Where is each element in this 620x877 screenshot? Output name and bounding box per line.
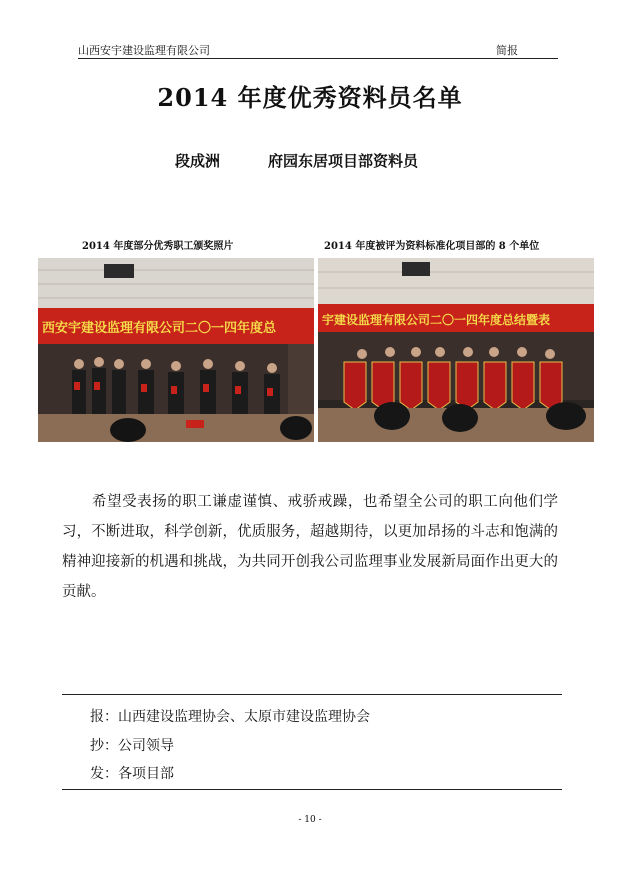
distribution-report: 报：山西建设监理协会、太原市建设监理协会: [90, 709, 370, 725]
header-company: 山西安宇建设监理有限公司: [78, 44, 210, 57]
award-photo: [38, 258, 314, 442]
body-paragraph: 希望受表扬的职工谦虚谨慎、戒骄戒躁，也希望全公司的职工向他们学习，不断进取，科学创新，优质服务，超越期待，以更加昂扬的斗志和饱满的精神迎接新的机遇和挑战，为共同开创我公司监理事业发展新局面作出更大的贡献。: [62, 494, 558, 600]
projector-icon: [402, 262, 430, 276]
honoree-role: 府园东居项目部资料员: [268, 152, 419, 170]
page-title: 2014 年度优秀资料员名单: [157, 83, 463, 112]
page-header: [78, 40, 558, 59]
honoree-name: 段成洲: [175, 152, 221, 170]
distribution-copy: 抄：公司领导: [90, 738, 174, 754]
banner-text: 西安宇建设监理有限公司二〇一四年度总: [42, 321, 277, 336]
page-number: - 10 -: [298, 815, 322, 825]
photo-caption-left: 2014 年度部分优秀职工颁奖照片: [82, 241, 234, 252]
photo-caption-right: 2014 年度被评为资料标准化项目部的 8 个单位: [324, 241, 540, 252]
distribution-bottom-rule: [62, 789, 562, 790]
pennant-photo: [318, 258, 594, 442]
distribution-top-rule: [62, 694, 562, 695]
distribution-send: 发：各项目部: [90, 766, 174, 782]
projector-icon: [104, 264, 134, 278]
header-doc-type: 简报: [496, 44, 518, 57]
banner-text: 宇建设监理有限公司二〇一四年度总结暨表: [322, 313, 551, 327]
